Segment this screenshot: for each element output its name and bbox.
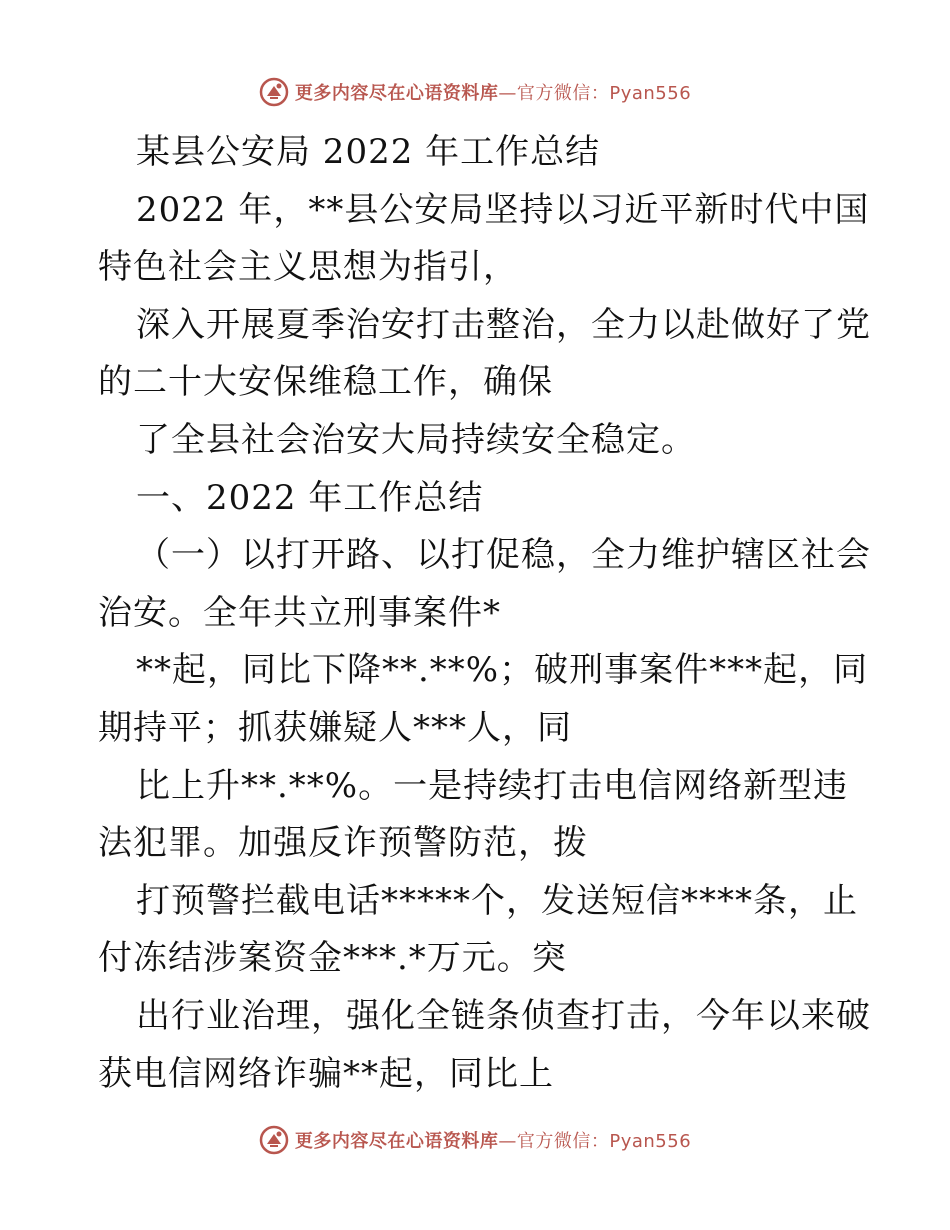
header-banner-wechat: —官方微信：Pyan556	[498, 83, 692, 104]
paragraph-line: 付冻结涉案资金***.*万元。突	[98, 938, 567, 979]
book-logo-icon	[259, 77, 289, 107]
header-banner-main: 更多内容尽在心语资料库	[294, 83, 499, 104]
footer-banner-main: 更多内容尽在心语资料库	[294, 1131, 499, 1152]
paragraph-line: （一）以打开路、以打促稳，全力维护辖区社会	[136, 535, 871, 576]
paragraph-line: 法犯罪。加强反诈预警防范，拨	[98, 823, 588, 864]
book-logo-icon	[259, 1125, 289, 1155]
paragraph-line: 获电信网络诈骗**起，同比上	[98, 1053, 554, 1094]
paragraph-line: **起，同比下降**.**%；破刑事案件***起，同	[136, 650, 869, 691]
paragraph-line: 深入开展夏季治安打击整治，全力以赴做好了党	[136, 304, 871, 345]
footer-banner	[0, 1120, 950, 1160]
paragraph-line: 特色社会主义思想为指引，	[98, 247, 518, 288]
paragraph-line: 出行业治理，强化全链条侦查打击，今年以来破	[136, 995, 871, 1036]
document-title: 某县公安局 2022 年工作总结	[136, 132, 601, 172]
paragraph-line: 2022 年，**县公安局坚持以习近平新时代中国	[136, 189, 870, 230]
paragraph-line: 的二十大安保维稳工作，确保	[98, 362, 553, 403]
section-heading: 一、2022 年工作总结	[136, 477, 484, 518]
paragraph-line: 比上升**.**%。一是持续打击电信网络新型违	[136, 765, 849, 806]
paragraph-line: 治安。全年共立刑事案件*	[98, 592, 501, 633]
footer-banner-wechat: —官方微信：Pyan556	[498, 1131, 692, 1152]
paragraph-line: 打预警拦截电话*****个，发送短信****条，止	[136, 880, 858, 921]
paragraph-line: 期持平；抓获嫌疑人***人，同	[98, 707, 572, 748]
header-banner	[0, 72, 950, 112]
footer-banner-inner	[259, 1125, 691, 1155]
header-banner-text	[295, 79, 691, 105]
header-banner-inner	[259, 77, 691, 107]
paragraph-line: 了全县社会治安大局持续安全稳定。	[136, 419, 696, 460]
document-body	[98, 124, 871, 1103]
footer-banner-text	[295, 1127, 691, 1153]
